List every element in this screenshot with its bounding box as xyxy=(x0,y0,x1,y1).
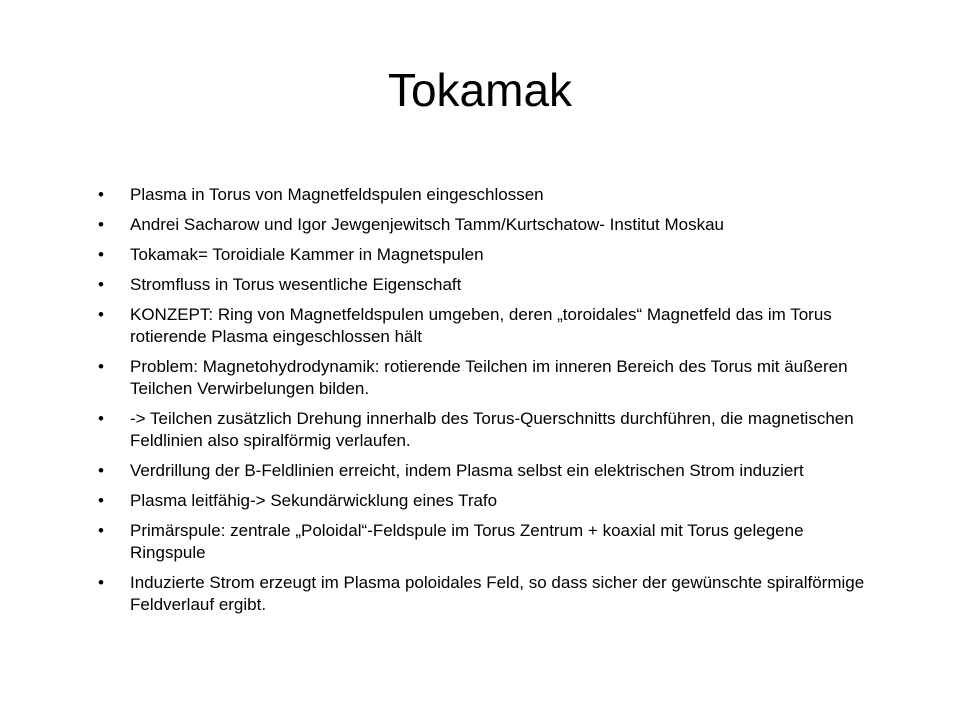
bullet-icon: • xyxy=(98,215,104,234)
bullet-text: -> Teilchen zusätzlich Drehung innerhalb des Torus-Querschnitts durchführen, die magnetischen Feldlinien also spiralförmig verlaufen. xyxy=(130,409,854,450)
bullet-item xyxy=(96,184,876,206)
bullet-icon: • xyxy=(98,491,104,510)
bullet-text: Stromfluss in Torus wesentliche Eigenschaft xyxy=(130,275,462,294)
bullet-text: Verdrillung der B-Feldlinien erreicht, indem Plasma selbst ein elektrischen Strom induziert xyxy=(130,461,804,480)
bullet-icon: • xyxy=(98,245,104,264)
bullet-item xyxy=(96,460,876,482)
bullet-item xyxy=(96,490,876,512)
bullet-text: KONZEPT: Ring von Magnetfeldspulen umgeben, deren „toroidales“ Magnetfeld das im Torus rotierende Plasma eingeschlossen hält xyxy=(130,305,832,346)
slide-title: Tokamak xyxy=(387,64,573,116)
bullet-item xyxy=(96,520,876,564)
bullet-item xyxy=(96,408,876,452)
bullet-text: Induzierte Strom erzeugt im Plasma poloidales Feld, so dass sicher der gewünschte spiralförmige Feldverlauf ergibt. xyxy=(130,573,865,614)
bullet-text: Tokamak= Toroidiale Kammer in Magnetspulen xyxy=(130,245,484,264)
bullet-text: Andrei Sacharow und Igor Jewgenjewitsch Tamm/Kurtschatow- Institut Moskau xyxy=(130,215,725,234)
bullet-icon: • xyxy=(98,521,104,540)
bullet-item xyxy=(96,572,876,616)
bullet-icon: • xyxy=(98,461,104,480)
bullet-icon: • xyxy=(98,275,104,294)
bullet-list xyxy=(96,184,876,624)
bullet-item xyxy=(96,304,876,348)
bullet-icon: • xyxy=(98,573,104,592)
bullet-text: Plasma leitfähig-> Sekundärwicklung eines Trafo xyxy=(130,491,498,510)
bullet-item xyxy=(96,244,876,266)
bullet-item xyxy=(96,274,876,296)
bullet-icon: • xyxy=(98,409,104,428)
bullet-text: Primärspule: zentrale „Poloidal“-Feldspule im Torus Zentrum + koaxial mit Torus gelegene Ringspule xyxy=(130,521,804,562)
bullet-item xyxy=(96,356,876,400)
bullet-item xyxy=(96,214,876,236)
bullet-icon: • xyxy=(98,305,104,324)
bullet-text: Problem: Magnetohydrodynamik: rotierende Teilchen im inneren Bereich des Torus mit äußeren Teilchen Verwirbelungen bilden. xyxy=(130,357,848,398)
bullet-icon: • xyxy=(98,357,104,376)
bullet-text: Plasma in Torus von Magnetfeldspulen eingeschlossen xyxy=(130,185,544,204)
bullet-icon: • xyxy=(98,185,104,204)
